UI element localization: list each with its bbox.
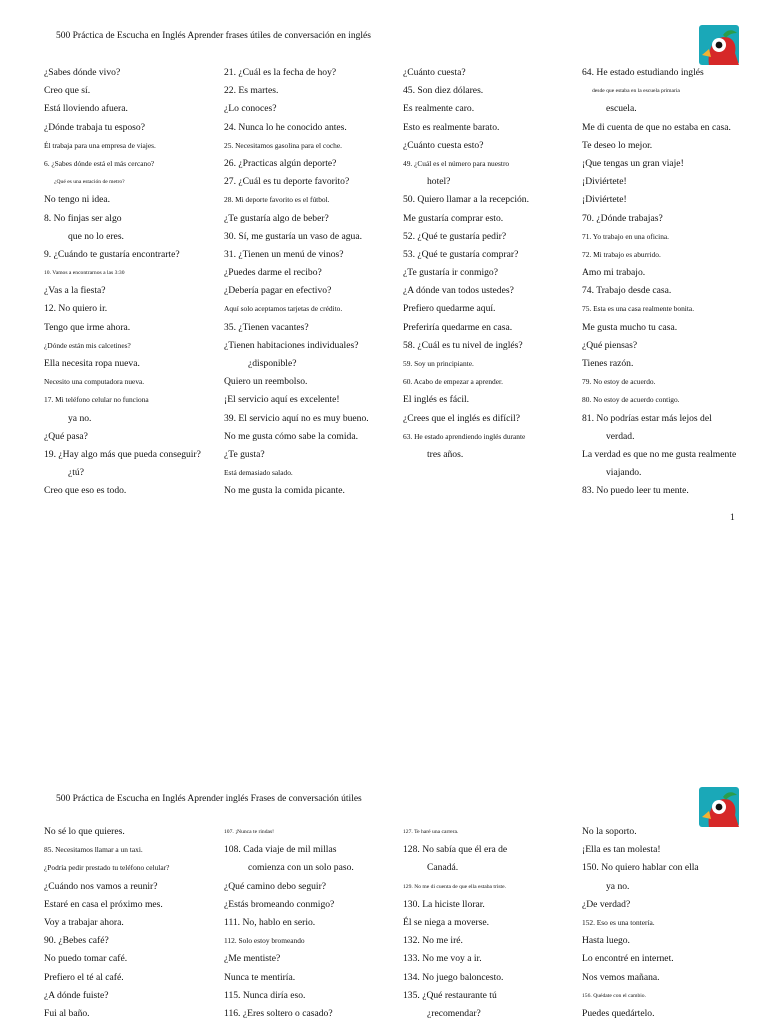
phrase-line: Voy a trabajar ahora.: [44, 916, 124, 928]
page-title: 500 Práctica de Escucha en Inglés Aprender frases útiles de conversación en inglés: [56, 31, 371, 41]
phrase-line: Necesito una computadora nueva.: [44, 377, 145, 387]
phrase-line: escuela.: [606, 103, 637, 115]
phrase-line: Aquí solo aceptamos tarjetas de crédito.: [224, 304, 343, 314]
phrase-line: Me gusta mucho tu casa.: [582, 321, 678, 333]
phrase-line: 53. ¿Qué te gustaría comprar?: [403, 248, 519, 260]
document-page-2: [0, 760, 768, 1024]
phrase-line: Creo que sí.: [44, 85, 91, 97]
phrase-line: ¡El servicio aquí es excelente!: [224, 394, 340, 406]
phrase-line: 79. No estoy de acuerdo.: [582, 377, 656, 387]
phrase-line: Puedes quedártelo.: [582, 1007, 655, 1019]
phrase-line: ¿Estás bromeando conmigo?: [224, 898, 335, 910]
phrase-line: ¿Sabes dónde vivo?: [44, 67, 121, 78]
phrase-line: ¿Cuándo nos vamos a reunir?: [44, 880, 158, 892]
phrase-line: ¿Tienen habitaciones individuales?: [224, 339, 359, 351]
phrase-line: 74. Trabajo desde casa.: [582, 285, 672, 297]
phrase-line: No me gusta la comida picante.: [224, 485, 345, 497]
phrase-line: Canadá.: [427, 862, 459, 874]
phrase-line: Preferiría quedarme en casa.: [403, 321, 513, 333]
phrase-line: 19. ¿Hay algo más que pueda conseguir?: [44, 448, 201, 460]
phrase-column-2: [224, 64, 402, 501]
phrase-line: 45. Son diez dólares.: [403, 85, 484, 97]
phrase-line: ya no.: [606, 880, 630, 892]
phrase-line: verdad.: [606, 430, 635, 442]
phrase-line: ¿Qué piensas?: [582, 339, 638, 351]
phrase-line: ¿Cuánto cuesta?: [403, 67, 466, 78]
phrase-line: No me gusta cómo sabe la comida.: [224, 430, 359, 442]
phrase-line: comienza con un solo paso.: [248, 862, 354, 874]
phrase-line: 152. Eso es una tontería.: [582, 917, 655, 927]
phrase-column-3: [403, 64, 581, 464]
phrase-line: ¿Dónde están mis calcetines?: [44, 340, 131, 350]
phrase-line: Creo que eso es todo.: [44, 485, 127, 497]
phrase-line: 116. ¿Eres soltero o casado?: [224, 1007, 333, 1019]
phrase-line: ¡Ella es tan molesta!: [582, 844, 661, 856]
phrase-line: 60. Acabo de empezar a aprender.: [403, 377, 503, 387]
phrase-line: ¿Qué camino debo seguir?: [224, 880, 327, 892]
phrase-line: ¿Podría pedir prestado tu teléfono celular?: [44, 863, 170, 873]
phrase-line: 115. Nunca diría eso.: [224, 989, 306, 1001]
phrase-column-4: [582, 823, 760, 1023]
phrase-line: 63. He estado aprendiendo inglés durante: [403, 431, 526, 441]
phrase-line: ¿Puedes darme el recibo?: [224, 267, 322, 279]
phrase-line: 64. He estado estudiando inglés: [582, 67, 704, 78]
phrase-line: Me gustaría comprar esto.: [403, 212, 504, 224]
phrase-line: 135. ¿Qué restaurante tú: [403, 989, 497, 1001]
phrase-line: desde que estaba en la escuela primaria: [592, 88, 680, 95]
phrase-line: ¿recomendar?: [427, 1007, 481, 1019]
phrase-column-1: [44, 823, 222, 1023]
phrase-line: ¿Me mentiste?: [224, 953, 281, 965]
phrase-line: ¿tú?: [68, 467, 84, 479]
phrase-line: ¿Qué es una estación de metro?: [54, 179, 125, 186]
phrase-line: No la soporto.: [582, 826, 637, 837]
phrase-line: 107. ¡Nunca te rindas!: [224, 829, 275, 835]
phrase-line: No sé lo que quieres.: [44, 826, 125, 837]
phrase-line: ¿A dónde van todos ustedes?: [403, 285, 514, 297]
phrase-line: ¿A dónde fuiste?: [44, 989, 109, 1001]
phrase-line: 59. Soy un principiante.: [403, 359, 474, 368]
phrase-line: 6. ¿Sabes dónde está el más cercano?: [44, 158, 155, 168]
phrase-line: 9. ¿Cuándo te gustaría encontrarte?: [44, 248, 180, 260]
phrase-line: 35. ¿Tienen vacantes?: [224, 321, 309, 333]
phrase-line: Él se niega a moverse.: [403, 916, 490, 928]
phrase-line: ¿Lo conoces?: [224, 103, 277, 115]
phrase-line: No puedo tomar café.: [44, 953, 128, 965]
phrase-line: 22. Es martes.: [224, 85, 279, 97]
phrase-column-3: [403, 823, 581, 1023]
phrase-line: ¿Dónde trabaja tu esposo?: [44, 121, 145, 133]
phrase-line: viajando.: [606, 467, 642, 479]
phrase-line: 28. Mi deporte favorito es el fútbol.: [224, 195, 330, 205]
phrase-line: 24. Nunca lo he conocido antes.: [224, 121, 347, 133]
phrase-line: Amo mi trabajo.: [582, 267, 646, 279]
phrase-line: 26. ¿Practicas algún deporte?: [224, 157, 337, 169]
phrase-line: 80. No estoy de acuerdo contigo.: [582, 395, 680, 405]
parrot-logo-icon: [699, 25, 739, 65]
phrase-line: Está lloviendo afuera.: [44, 103, 128, 115]
phrase-line: 81. No podrías estar más lejos del: [582, 412, 712, 424]
phrase-line: Nos vemos mañana.: [582, 971, 660, 983]
phrase-line: 25. Necesitamos gasolina para el coche.: [224, 140, 342, 150]
phrase-line: ¿Qué pasa?: [44, 430, 88, 442]
phrase-line: ¡Diviértete!: [582, 176, 627, 188]
phrase-line: Tengo que irme ahora.: [44, 321, 131, 333]
phrase-line: Esto es realmente barato.: [403, 121, 500, 133]
phrase-line: 52. ¿Qué te gustaría pedir?: [403, 230, 507, 242]
phrase-line: 70. ¿Dónde trabajas?: [582, 212, 663, 224]
phrase-line: 156. Quédate con el cambio.: [582, 992, 646, 999]
phrase-line: ¿Vas a la fiesta?: [44, 285, 106, 297]
phrase-line: 39. El servicio aquí no es muy bueno.: [224, 412, 369, 424]
phrase-line: La verdad es que no me gusta realmente: [582, 448, 737, 460]
phrase-line: Tienes razón.: [582, 358, 634, 369]
phrase-line: Él trabaja para una empresa de viajes.: [44, 140, 156, 150]
phrase-line: 72. Mi trabajo es aburrido.: [582, 249, 661, 259]
phrase-line: 133. No me voy a ir.: [403, 953, 482, 965]
phrase-line: 130. La hiciste llorar.: [403, 898, 485, 910]
phrase-line: Prefiero el té al café.: [44, 971, 124, 983]
phrase-line: 71. Yo trabajo en una oficina.: [582, 231, 670, 241]
phrase-line: 134. No juego baloncesto.: [403, 971, 504, 983]
phrase-line: 27. ¿Cuál es tu deporte favorito?: [224, 176, 350, 188]
phrase-line: 49. ¿Cuál es el número para nuestro: [403, 158, 510, 168]
phrase-line: Me di cuenta de que no estaba en casa.: [582, 121, 731, 133]
phrase-line: ¿Te gustaría ir conmigo?: [403, 267, 498, 279]
phrase-line: ya no.: [68, 412, 92, 424]
phrase-line: ¡Que tengas un gran viaje!: [582, 157, 684, 169]
phrase-line: Te deseo lo mejor.: [582, 139, 653, 151]
phrase-line: ¿Cuánto cuesta esto?: [403, 139, 484, 151]
phrase-line: 150. No quiero hablar con ella: [582, 862, 699, 874]
parrot-logo-icon: [699, 787, 739, 827]
phrase-line: 10. Vamos a encontrarnos a las 3:30: [44, 270, 125, 277]
phrase-line: 85. Necesitamos llamar a un taxi.: [44, 845, 143, 855]
phrase-line: 128. No sabía que él era de: [403, 844, 508, 856]
phrase-line: 129. No me di cuenta de que ella estaba triste.: [403, 883, 506, 890]
phrase-line: 21. ¿Cuál es la fecha de hoy?: [224, 67, 337, 78]
phrase-line: 12. No quiero ir.: [44, 303, 108, 315]
phrase-line: Hasta luego.: [582, 935, 630, 947]
phrase-line: 132. No me iré.: [403, 935, 463, 947]
phrase-line: No tengo ni idea.: [44, 194, 111, 206]
phrase-line: Ella necesita ropa nueva.: [44, 358, 140, 369]
phrase-line: tres años.: [427, 448, 464, 460]
phrase-line: 90. ¿Bebes café?: [44, 935, 109, 947]
phrase-line: Prefiero quedarme aquí.: [403, 303, 496, 315]
phrase-column-4: [582, 64, 760, 501]
phrase-line: Lo encontré en internet.: [582, 953, 674, 965]
phrase-line: 83. No puedo leer tu mente.: [582, 485, 689, 497]
phrase-column-2: [224, 823, 402, 1023]
phrase-line: Estaré en casa el próximo mes.: [44, 898, 163, 910]
phrase-line: Nunca te mentiría.: [224, 971, 296, 983]
phrase-line: El inglés es fácil.: [403, 394, 470, 406]
phrase-line: 8. No finjas ser algo: [44, 212, 122, 224]
phrase-line: 75. Esta es una casa realmente bonita.: [582, 304, 695, 314]
phrase-line: 58. ¿Cuál es tu nivel de inglés?: [403, 339, 523, 351]
phrase-line: ¿Debería pagar en efectivo?: [224, 285, 332, 297]
phrase-line: ¿Crees que el inglés es difícil?: [403, 412, 520, 424]
page-number: 1: [730, 513, 735, 523]
phrase-line: ¿disponible?: [248, 358, 297, 369]
phrase-column-1: [44, 64, 222, 501]
phrase-line: 30. Sí, me gustaría un vaso de agua.: [224, 230, 363, 242]
phrase-line: 127. Te haré una carrera.: [403, 829, 459, 835]
phrase-line: hotel?: [427, 176, 451, 188]
phrase-line: Quiero un reembolso.: [224, 376, 308, 388]
phrase-line: ¿Te gustaría algo de beber?: [224, 212, 329, 224]
phrase-line: 31. ¿Tienen un menú de vinos?: [224, 248, 344, 260]
page-title: 500 Práctica de Escucha en Inglés Aprender inglés Frases de conversación útiles: [56, 794, 362, 804]
phrase-line: 17. Mi teléfono celular no funciona: [44, 395, 149, 405]
phrase-line: Está demasiado salado.: [224, 468, 293, 478]
phrase-line: 50. Quiero llamar a la recepción.: [403, 194, 529, 206]
phrase-line: 112. Solo estoy bromeando: [224, 936, 305, 946]
phrase-line: ¡Diviértete!: [582, 194, 627, 206]
phrase-line: Fui al baño.: [44, 1007, 90, 1019]
phrase-line: Es realmente caro.: [403, 103, 475, 115]
phrase-line: ¿Te gusta?: [224, 448, 265, 460]
phrase-line: ¿De verdad?: [582, 898, 631, 910]
phrase-line: 111. No, hablo en serio.: [224, 916, 316, 928]
phrase-line: que no lo eres.: [68, 230, 124, 242]
phrase-line: 108. Cada viaje de mil millas: [224, 844, 337, 856]
